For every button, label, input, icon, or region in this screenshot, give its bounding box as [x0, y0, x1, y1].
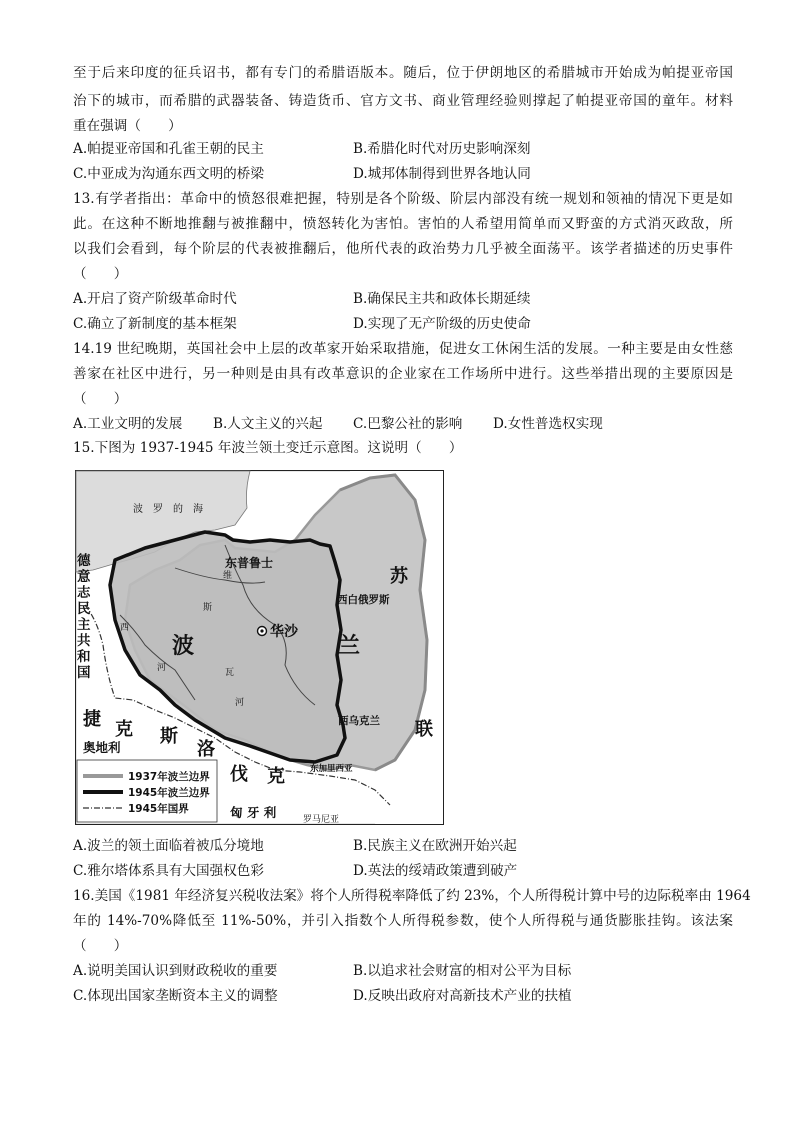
q13-blank: （ ）: [73, 266, 128, 282]
q12-stem-line-1: 至于后来印度的征兵诏书，都有专门的希腊语版本。随后，位于伊朗地区的希腊城市开始成为帕提亚帝国: [73, 65, 733, 81]
label-west-area: 西: [120, 623, 130, 633]
q13-stem-line-1: 13.有学者指出：革命中的愤怒很难把握，特别是各个阶级、阶层内部没有统一规划和领袖的情况下更是如: [73, 191, 733, 207]
label-soviet-1: 苏: [390, 566, 408, 587]
label-hungary: 匈 牙 利: [230, 805, 277, 820]
q13-option-b[interactable]: B.确保民主共和政体长期延续: [353, 291, 531, 307]
q12-stem-line-2: 治下的城市，而希腊的武器装备、铸造货币、官方文书、商业管理经验则撑起了帕提亚帝国的童年。材料: [73, 93, 733, 109]
label-romania: 罗马尼亚: [303, 815, 340, 825]
legend-state-border: 1945年国界: [128, 803, 189, 815]
label-oder-river: 河: [157, 663, 167, 673]
label-vistula-1: 维: [223, 571, 233, 581]
q13-option-d[interactable]: D.实现了无产阶级的历史使命: [353, 316, 531, 332]
label-austria: 奥地利: [83, 740, 121, 755]
label-gdr-6: 共: [77, 633, 91, 649]
q16-stem-line-2: 年的 14%-70%降低至 11%-50%，并引入指数个人所得税参数，使个人所得税与通货膨胀挂钩。该法案: [73, 913, 733, 929]
q14-stem-line-1: 14.19 世纪晚期，英国社会中上层的改革家开始采取措施，促进女工休闲生活的发展。一种主要是由女性慈: [73, 341, 733, 357]
q14-option-b[interactable]: B.人文主义的兴起: [213, 416, 323, 432]
q16-option-b[interactable]: B.以追求社会财富的相对公平为目标: [353, 963, 572, 979]
q16-blank: （ ）: [73, 938, 128, 954]
label-czech-4: 洛: [197, 739, 215, 760]
label-poland-1: 波: [172, 634, 195, 659]
q15-option-c[interactable]: C.雅尔塔体系具有大国强权色彩: [73, 863, 264, 879]
q16-option-d[interactable]: D.反映出政府对高新技术产业的扶植: [353, 988, 572, 1004]
q16-option-a[interactable]: A.说明美国认识到财政税收的重要: [73, 963, 278, 979]
label-czech-3: 斯: [160, 726, 178, 747]
label-gdr-5: 主: [77, 617, 91, 633]
label-gdr-7: 和: [77, 649, 91, 665]
label-gdr-1: 德: [77, 553, 91, 569]
q13-stem-line-3: 以我们会看到，每个阶层的代表被推翻后，他所代表的政治势力几乎被全面荡平。该学者描述的历史事件: [73, 241, 733, 257]
legend-1945: 1945年波兰边界: [128, 787, 210, 799]
q16-option-c[interactable]: C.体现出国家垄断资本主义的调整: [73, 988, 278, 1004]
label-poland-2: 兰: [338, 634, 361, 659]
label-gdr-4: 民: [77, 601, 91, 617]
q14-option-c[interactable]: C.巴黎公社的影响: [353, 416, 463, 432]
label-vistula-4: 河: [235, 698, 245, 708]
label-gdr-3: 志: [77, 585, 91, 601]
q12-option-c[interactable]: C.中亚成为沟通东西文明的桥梁: [73, 166, 264, 182]
label-vistula-3: 瓦: [225, 668, 235, 678]
map-legend: [77, 760, 217, 822]
q15-option-b[interactable]: B.民族主义在欧洲开始兴起: [353, 838, 517, 854]
q13-stem-line-2: 此。在这种不断地推翻与被推翻中，愤怒转化为害怕。害怕的人希望用简单而又野蛮的方式消灭政敌，所: [73, 216, 733, 232]
label-east-prussia: 东普鲁士: [225, 556, 274, 570]
label-west-belarus: 西白俄罗斯: [337, 594, 390, 606]
label-baltic-sea: 波 罗 的 海: [133, 504, 203, 515]
label-czech-6: 克: [267, 766, 285, 787]
label-czech-5: 伐: [230, 764, 248, 785]
label-czech-1: 捷: [83, 709, 101, 730]
q14-option-d[interactable]: D.女性普选权实现: [493, 416, 603, 432]
q12-stem-line-3: 重在强调（ ）: [73, 118, 182, 134]
q14-stem-line-2: 善家在社区中进行，另一种则是由具有改革意识的企业家在工作场所中进行。这些举措出现的主要原因是: [73, 366, 733, 382]
q15-option-a[interactable]: A.波兰的领土面临着被瓜分境地: [73, 838, 264, 854]
q13-option-a[interactable]: A.开启了资产阶级革命时代: [73, 291, 237, 307]
label-vistula-2: 斯: [203, 603, 213, 613]
label-gdr-2: 意: [77, 569, 91, 585]
q12-option-d[interactable]: D.城邦体制得到世界各地认同: [353, 166, 531, 182]
q13-option-c[interactable]: C.确立了新制度的基本框架: [73, 316, 237, 332]
poland-territory-map: [75, 470, 444, 825]
q14-blank: （ ）: [73, 391, 128, 407]
label-warsaw: 华沙: [270, 624, 298, 640]
legend-1937: 1937年波兰边界: [128, 771, 210, 783]
q12-option-a[interactable]: A.帕提亚帝国和孔雀王朝的民主: [73, 141, 264, 157]
q16-stem-line-1: 16.美国《1981 年经济复兴税收法案》将个人所得税率降低了约 23%，个人所得税计算中号的边际税率由 1964: [73, 888, 751, 904]
label-soviet-2: 联: [415, 719, 433, 740]
label-czech-2: 克: [115, 719, 133, 740]
label-gdr-8: 国: [77, 665, 91, 681]
q12-option-b[interactable]: B.希腊化时代对历史影响深刻: [353, 141, 531, 157]
label-east-galicia: 东加里西亚: [310, 764, 353, 774]
label-west-ukraine: 西乌克兰: [338, 715, 380, 727]
q15-stem: 15.下图为 1937-1945 年波兰领土变迁示意图。这说明（ ）: [73, 440, 463, 456]
q15-option-d[interactable]: D.英法的绥靖政策遭到破产: [353, 863, 518, 879]
q14-option-a[interactable]: A.工业文明的发展: [73, 416, 183, 432]
